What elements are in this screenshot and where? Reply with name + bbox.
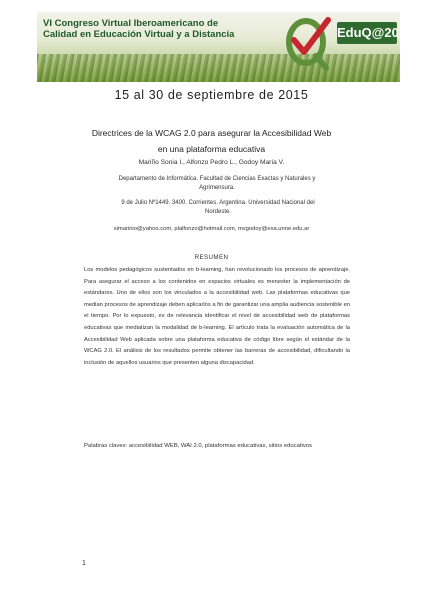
dept-line2: Agrimensura. bbox=[199, 184, 235, 191]
eduq-brand-badge: EduQ@2015 bbox=[337, 22, 397, 44]
q-check-logo-icon bbox=[282, 12, 332, 72]
paper-title-line2: en una plataforma educativa bbox=[157, 144, 266, 154]
addr-line1: 9 de Julio Nº1449. 3400. Corrientes. Argentina. Universidad Nacional del bbox=[121, 200, 315, 206]
keywords: Palabras claves: accesibilidad WEB, WAI 2.0, plataformas educativas, sitios educativos bbox=[84, 443, 312, 449]
conference-banner bbox=[37, 12, 414, 82]
conference-title-line2: Calidad en Educación Virtual y a Distancia bbox=[43, 29, 235, 40]
paper-title bbox=[60, 125, 363, 157]
author-emails: simarinio@yahoo.com, plalfonzo@hotmail.com, mvgodoy@exa.unne.edu.ar bbox=[113, 226, 310, 232]
abstract-body: Los modelos pedagógicos sustentados en b-learning, han revolucionado los procesos de aprendizaje. Para asegurar el acceso a los contenidos en espacios virtuales es menester la implementación de estándares. Uno de ellos son los vinculados a la accesibilidad web. Las plataformas educativas que median procesos de aprendizaje deben aplicarlos a fin de garantizar una amplia audiencia sostenible en el tiempo. Por lo expuesto, es de relevancia identificar el nivel de accesibilidad web de plataformas educativas que mediatizan la modalidad de b-learning. El artículo trata la evaluación automática de la Accesibilidad Web aplicada sobre una plataforma educativa de código libre según el estándar de la WCAG 2.0. El análisis de los resultados permite obtener las barreras de accesibilidad, dificultando la inclusión de aquellos usuarios que presenten alguna discapacidad. bbox=[84, 267, 350, 366]
affiliation-address bbox=[88, 199, 348, 216]
dept-line1: Departamento de Informática. Facultad de Ciencias Exactas y Naturales y bbox=[118, 176, 316, 182]
addr-line2: Nordeste. bbox=[204, 208, 231, 215]
abstract-heading: RESUMEN bbox=[194, 254, 229, 261]
paper-authors: Mariño Sonia I., Alfonzo Pedro L., Godoy María V. bbox=[138, 159, 285, 166]
affiliation-department bbox=[82, 175, 352, 192]
conference-dates: 15 al 30 de septiembre de 2015 bbox=[114, 88, 309, 102]
conference-title-line1: VI Congreso Virtual Iberoamericano de bbox=[43, 18, 219, 29]
grass-background bbox=[37, 54, 400, 82]
conference-title bbox=[43, 18, 263, 40]
paper-title-line1: Directrices de la WCAG 2.0 para asegurar la Accesibilidad Web bbox=[91, 128, 332, 138]
page-number: 1 bbox=[82, 560, 86, 567]
